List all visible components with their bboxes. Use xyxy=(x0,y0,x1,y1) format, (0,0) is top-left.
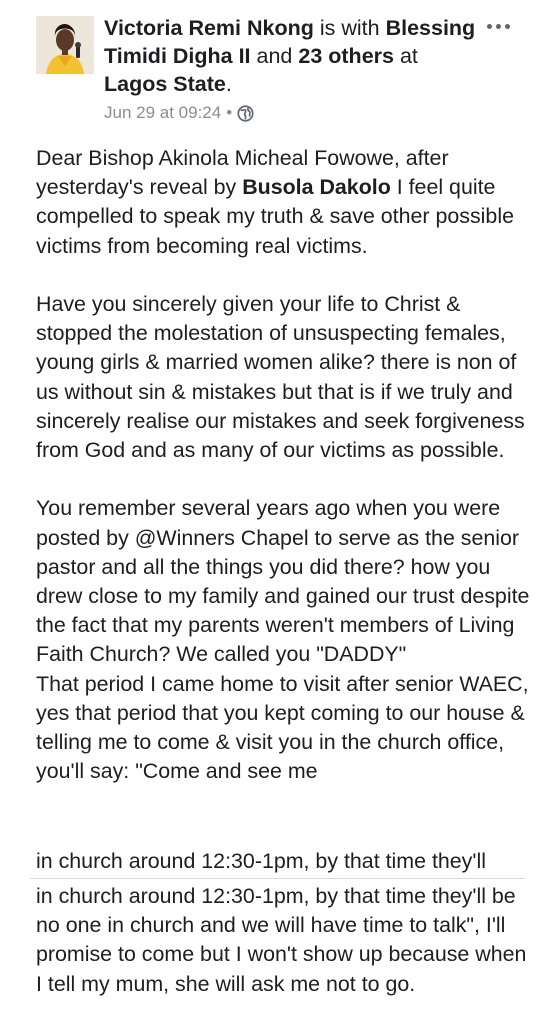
avatar-photo xyxy=(36,16,94,74)
post-paragraph: You remember several years ago when you were posted by @Winners Chapel to serve as the senior pastor and all the things you did there? how you drew close to my family and gained our trust despite the fact that my parents weren't members of Living Faith Church? We called you "DADDY" xyxy=(36,496,530,667)
more-options-button[interactable] xyxy=(478,12,518,40)
more-dot xyxy=(487,24,492,29)
post-paragraph: Have you sincerely given your life to Christ & stopped the molestation of unsuspecting females, young girls & married women alike? there is non of us without sin & mistakes but that is if we truly and sincerely realise our mistakes and seek forgiveness from God and as many of our victims as possible. xyxy=(36,292,525,463)
mention-link[interactable]: Busola Dakolo xyxy=(242,175,391,200)
period-text: . xyxy=(225,72,232,96)
cut-off-text: in church around 12:30-1pm, by that time they'll xyxy=(36,849,486,873)
timestamp-row xyxy=(104,102,484,124)
author-name-link[interactable]: Victoria Remi Nkong xyxy=(104,16,314,40)
timestamp-link[interactable]: Jun 29 at 09:24 xyxy=(104,103,222,122)
more-dot xyxy=(505,24,510,29)
post-meta xyxy=(104,14,484,124)
avatar[interactable] xyxy=(36,16,94,74)
tagged-person-link[interactable]: Blessing Timidi Digha II xyxy=(104,16,476,68)
screenshot-seam xyxy=(0,849,557,880)
post-actor-line xyxy=(104,14,484,98)
post-header xyxy=(0,0,557,130)
post-paragraph xyxy=(36,144,536,261)
more-dot xyxy=(496,24,501,29)
post-body xyxy=(36,144,536,786)
seam-divider xyxy=(30,878,525,879)
at-text: at xyxy=(393,44,418,68)
post-body-continued xyxy=(36,882,536,999)
and-text: and xyxy=(250,44,299,68)
post-paragraph: That period I came home to visit after senior WAEC, yes that period that you kept coming to our house & telling me to come & visit you in the church office, you'll say: "Come and see me xyxy=(36,671,529,784)
post-paragraph: in church around 12:30-1pm, by that time they'll be no one in church and we will have time to talk", I'll promise to come but I won't show up because when I tell my mum, she will ask me not to go. xyxy=(36,884,527,996)
location-link[interactable]: Lagos State xyxy=(104,72,226,96)
paragraph-text: I feel quite compelled to speak my truth & save other possible victims from becoming real victims. xyxy=(36,175,514,258)
paragraph-text: Dear Bishop Akinola Micheal Fowowe, after yesterday's reveal by xyxy=(36,146,449,200)
globe-icon xyxy=(237,105,254,122)
others-link[interactable]: 23 others xyxy=(298,44,394,68)
with-text: is with xyxy=(313,16,386,40)
separator-dot: • xyxy=(226,103,233,122)
